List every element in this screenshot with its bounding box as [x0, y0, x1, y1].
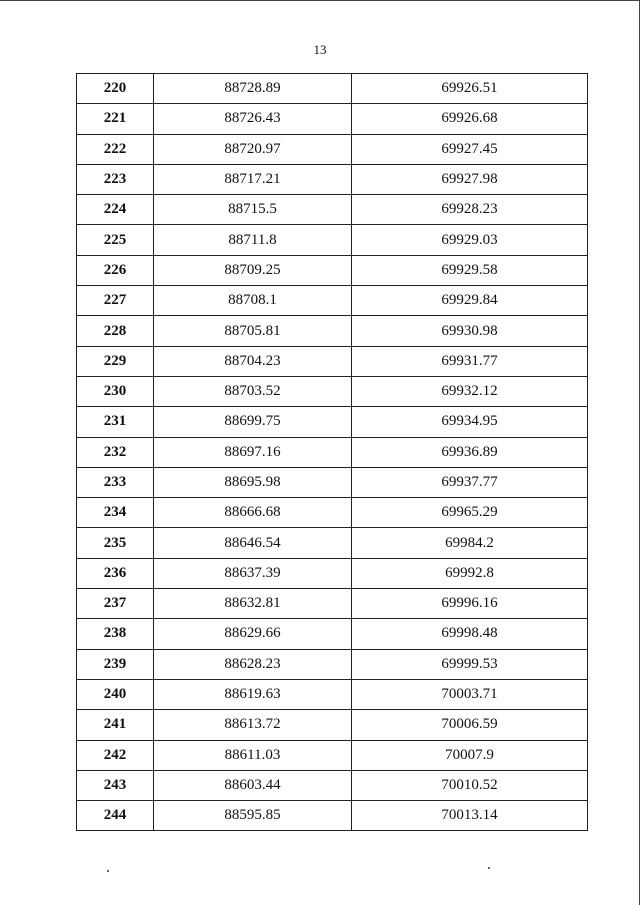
table-row [77, 316, 588, 346]
y-coordinate-cell: 69996.16 [352, 589, 588, 619]
scan-speck [488, 867, 490, 869]
table-row [77, 770, 588, 800]
coordinate-table [76, 73, 588, 831]
y-coordinate-cell: 69929.84 [352, 286, 588, 316]
table-row [77, 346, 588, 376]
table-row [77, 407, 588, 437]
point-id-cell: 244 [77, 801, 154, 831]
table-row [77, 740, 588, 770]
y-coordinate-cell: 69930.98 [352, 316, 588, 346]
table-row [77, 437, 588, 467]
table-row [77, 498, 588, 528]
point-id-cell: 220 [77, 74, 154, 104]
y-coordinate-cell: 70006.59 [352, 710, 588, 740]
table-row [77, 74, 588, 104]
x-coordinate-cell: 88637.39 [154, 558, 352, 588]
x-coordinate-cell: 88711.8 [154, 225, 352, 255]
y-coordinate-cell: 69929.03 [352, 225, 588, 255]
table-row [77, 467, 588, 497]
y-coordinate-cell: 69999.53 [352, 649, 588, 679]
x-coordinate-cell: 88629.66 [154, 619, 352, 649]
x-coordinate-cell: 88699.75 [154, 407, 352, 437]
y-coordinate-cell: 69929.58 [352, 255, 588, 285]
x-coordinate-cell: 88646.54 [154, 528, 352, 558]
x-coordinate-cell: 88595.85 [154, 801, 352, 831]
x-coordinate-cell: 88717.21 [154, 164, 352, 194]
y-coordinate-cell: 69936.89 [352, 437, 588, 467]
table-row [77, 801, 588, 831]
point-id-cell: 230 [77, 376, 154, 406]
point-id-cell: 224 [77, 195, 154, 225]
point-id-cell: 233 [77, 467, 154, 497]
y-coordinate-cell: 69927.45 [352, 134, 588, 164]
y-coordinate-cell: 69965.29 [352, 498, 588, 528]
point-id-cell: 243 [77, 770, 154, 800]
x-coordinate-cell: 88632.81 [154, 589, 352, 619]
point-id-cell: 225 [77, 225, 154, 255]
point-id-cell: 231 [77, 407, 154, 437]
point-id-cell: 239 [77, 649, 154, 679]
point-id-cell: 236 [77, 558, 154, 588]
y-coordinate-cell: 70003.71 [352, 679, 588, 709]
x-coordinate-cell: 88613.72 [154, 710, 352, 740]
x-coordinate-cell: 88703.52 [154, 376, 352, 406]
scan-speck [107, 870, 109, 872]
y-coordinate-cell: 69984.2 [352, 528, 588, 558]
table-row [77, 710, 588, 740]
y-coordinate-cell: 69926.51 [352, 74, 588, 104]
y-coordinate-cell: 69992.8 [352, 558, 588, 588]
table-row [77, 679, 588, 709]
table-row [77, 255, 588, 285]
point-id-cell: 221 [77, 104, 154, 134]
y-coordinate-cell: 70013.14 [352, 801, 588, 831]
table-row [77, 558, 588, 588]
x-coordinate-cell: 88666.68 [154, 498, 352, 528]
point-id-cell: 222 [77, 134, 154, 164]
x-coordinate-cell: 88611.03 [154, 740, 352, 770]
y-coordinate-cell: 70010.52 [352, 770, 588, 800]
point-id-cell: 223 [77, 164, 154, 194]
x-coordinate-cell: 88726.43 [154, 104, 352, 134]
point-id-cell: 228 [77, 316, 154, 346]
table-row [77, 134, 588, 164]
point-id-cell: 234 [77, 498, 154, 528]
coordinate-table-body [77, 74, 588, 831]
y-coordinate-cell: 69937.77 [352, 467, 588, 497]
x-coordinate-cell: 88697.16 [154, 437, 352, 467]
x-coordinate-cell: 88704.23 [154, 346, 352, 376]
point-id-cell: 237 [77, 589, 154, 619]
x-coordinate-cell: 88603.44 [154, 770, 352, 800]
x-coordinate-cell: 88720.97 [154, 134, 352, 164]
table-row [77, 619, 588, 649]
y-coordinate-cell: 69926.68 [352, 104, 588, 134]
point-id-cell: 229 [77, 346, 154, 376]
point-id-cell: 227 [77, 286, 154, 316]
x-coordinate-cell: 88705.81 [154, 316, 352, 346]
x-coordinate-cell: 88628.23 [154, 649, 352, 679]
x-coordinate-cell: 88619.63 [154, 679, 352, 709]
table-row [77, 376, 588, 406]
point-id-cell: 241 [77, 710, 154, 740]
y-coordinate-cell: 69927.98 [352, 164, 588, 194]
y-coordinate-cell: 69934.95 [352, 407, 588, 437]
y-coordinate-cell: 69928.23 [352, 195, 588, 225]
x-coordinate-cell: 88709.25 [154, 255, 352, 285]
table-row [77, 286, 588, 316]
table-row [77, 589, 588, 619]
point-id-cell: 238 [77, 619, 154, 649]
point-id-cell: 226 [77, 255, 154, 285]
y-coordinate-cell: 70007.9 [352, 740, 588, 770]
table-row [77, 528, 588, 558]
table-row [77, 649, 588, 679]
table-row [77, 195, 588, 225]
page-number: 13 [313, 42, 327, 57]
y-coordinate-cell: 69932.12 [352, 376, 588, 406]
point-id-cell: 232 [77, 437, 154, 467]
point-id-cell: 235 [77, 528, 154, 558]
y-coordinate-cell: 69998.48 [352, 619, 588, 649]
y-coordinate-cell: 69931.77 [352, 346, 588, 376]
x-coordinate-cell: 88708.1 [154, 286, 352, 316]
table-row [77, 164, 588, 194]
table-row [77, 104, 588, 134]
table-row [77, 225, 588, 255]
x-coordinate-cell: 88695.98 [154, 467, 352, 497]
point-id-cell: 242 [77, 740, 154, 770]
point-id-cell: 240 [77, 679, 154, 709]
page-edge-top [0, 0, 640, 1]
x-coordinate-cell: 88715.5 [154, 195, 352, 225]
x-coordinate-cell: 88728.89 [154, 74, 352, 104]
